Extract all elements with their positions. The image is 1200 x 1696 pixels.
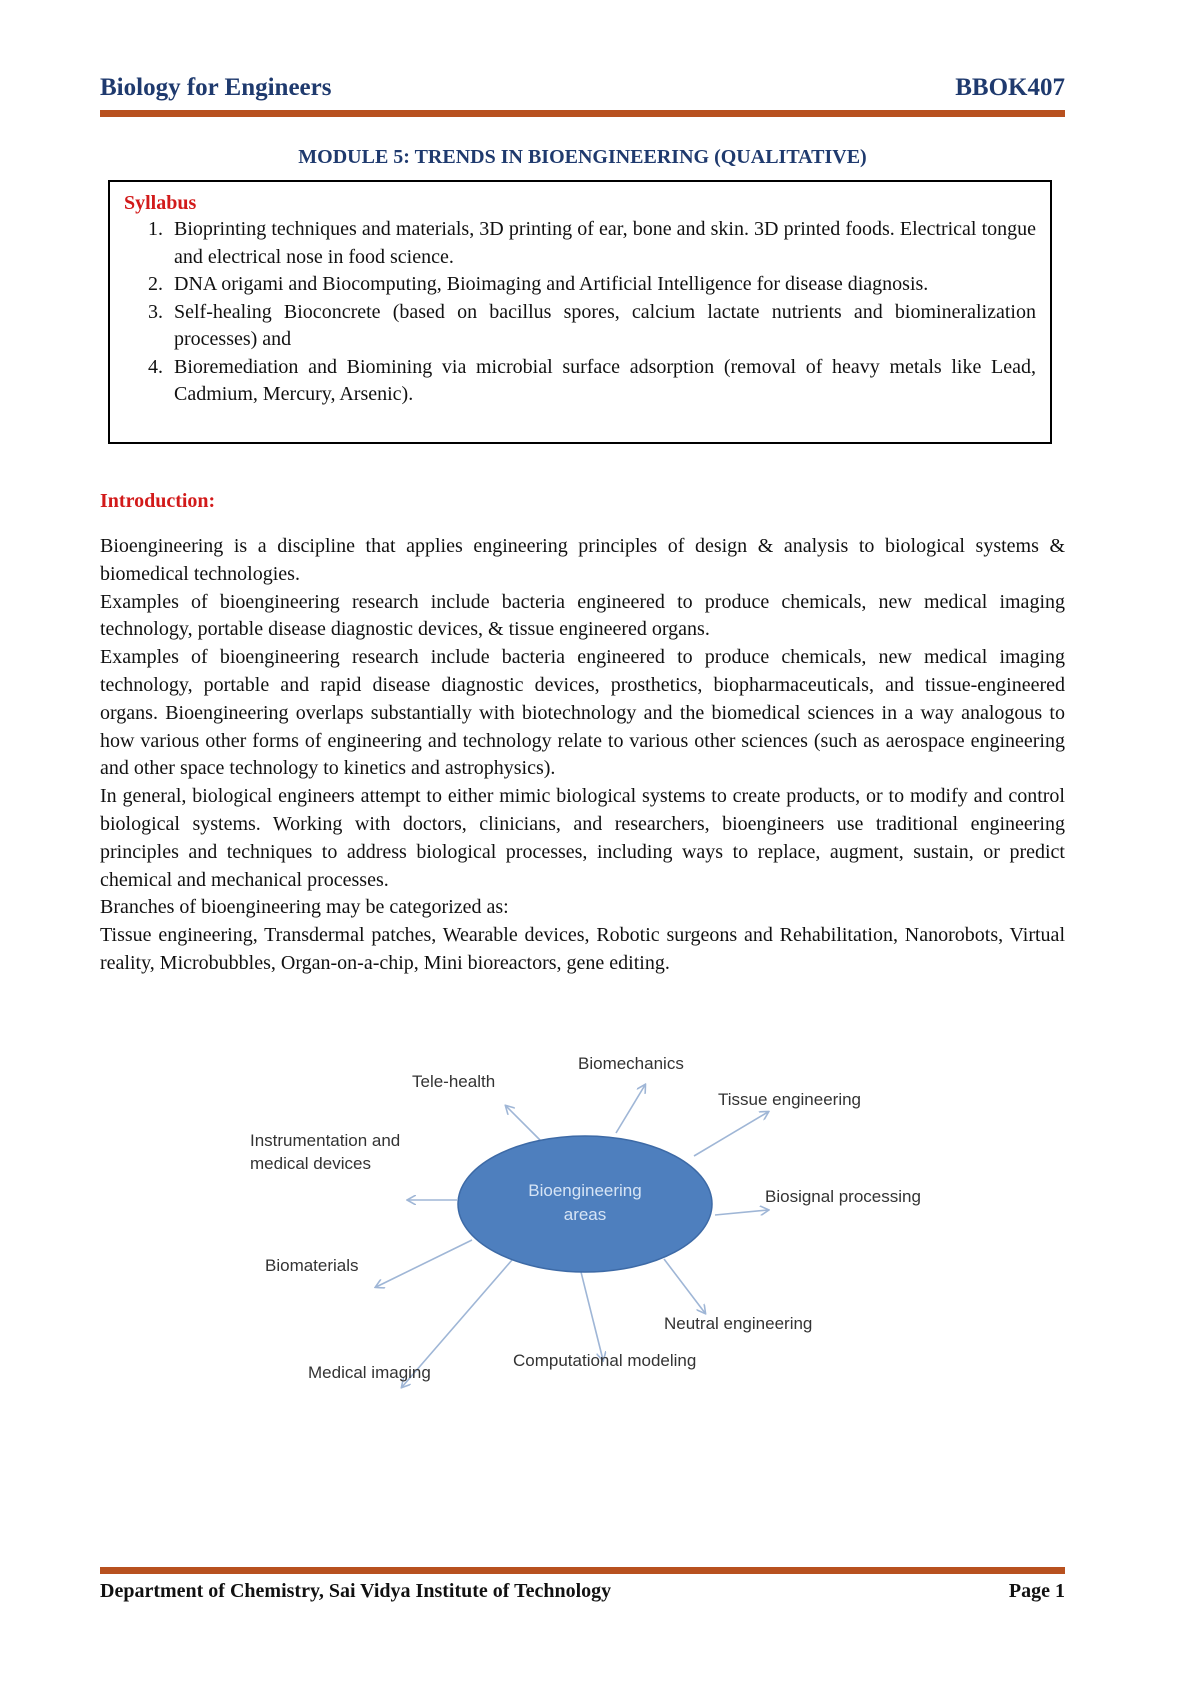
arrow-tissue-engineering (694, 1112, 768, 1156)
arrow-biosignal (715, 1210, 768, 1215)
paragraph: Tissue engineering, Transdermal patches, Wearable devices, Robotic surgeons and Rehabilitation, Nanorobots, Virtual reality, Microbubbles, Organ-on-a-chip, Mini bioreactors, gene editing. (100, 924, 1065, 974)
paragraph: In general, biological engineers attempt to either mimic biological systems to create products, or to modify and control biological systems. Working with doctors, clinicians, and researchers, bioengineers use traditional engineering principles and techniques to address biological processes, including ways to replace, augment, sustain, or predict chemical and mechanical processes. (100, 785, 1065, 891)
node-tele-health: Tele-health (412, 1072, 496, 1091)
syllabus-item: 1. Bioprinting techniques and materials, 3D printing of ear, bone and skin. 3D printed foods. Electrical tongue and electrical nose in food science. (168, 216, 1036, 271)
node-instrumentation-line2: medical devices (250, 1154, 371, 1173)
bioengineering-areas-diagram (240, 1054, 960, 1430)
header-rule (100, 110, 1065, 117)
node-computational-modeling: Computational modeling (513, 1351, 697, 1370)
course-code: BBOK407 (955, 74, 1065, 101)
footer-rule (100, 1567, 1065, 1574)
arrow-biomaterials (376, 1240, 472, 1287)
paragraph: Examples of bioengineering research include bacteria engineered to produce chemicals, new medical imaging technology, portable disease diagnostic devices, & tissue engineered organs. (100, 590, 1065, 641)
syllabus-item: 4. Bioremediation and Biomining via microbial surface adsorption (removal of heavy metals like Lead, Cadmium, Mercury, Arsenic). (168, 354, 1036, 409)
node-biomechanics: Biomechanics (578, 1054, 684, 1073)
paragraph: Bioengineering is a discipline that applies engineering principles of design & analysis to biological systems & biomedical technologies. (100, 535, 1065, 585)
footer-department: Department of Chemistry, Sai Vidya Institute of Technology (100, 1580, 612, 1602)
header-title: Biology for Engineers (100, 74, 332, 101)
arrow-tele-health (506, 1106, 540, 1140)
introduction-heading: Introduction: (100, 490, 216, 512)
syllabus-item: 3. Self-healing Bioconcrete (based on bacillus spores, calcium lactate nutrients and biomineralization processes) and (168, 299, 1036, 354)
arrow-neutral-engineering (664, 1259, 705, 1313)
syllabus-item: 2. DNA origami and Biocomputing, Bioimaging and Artificial Intelligence for disease diagnosis. (168, 271, 1036, 299)
center-label-line2: areas (563, 1205, 607, 1224)
syllabus-list (124, 216, 1036, 409)
page-footer (100, 1577, 1065, 1607)
arrow-computational-modeling (580, 1268, 603, 1360)
node-medical-imaging: Medical imaging (308, 1363, 431, 1382)
node-neutral-engineering: Neutral engineering (664, 1314, 813, 1333)
syllabus-heading: Syllabus (124, 192, 197, 214)
paragraph: Examples of bioengineering research include bacteria engineered to produce chemicals, new medical imaging technology, portable and rapid disease diagnostic devices, prosthetics, biopharmaceuticals, and tissue-engineered organs. Bioengineering overlaps substantially with biotechnology and the biomedical sciences in a way analogous to how various other forms of engineering and technology relate to various other sciences (such as aerospace engineering and other space technology to kinetics and astrophysics). (100, 646, 1065, 780)
page-header (100, 70, 1065, 106)
paragraph: Branches of bioengineering may be categorized as: (100, 896, 509, 919)
arrow-biomechanics (616, 1085, 645, 1133)
introduction-body (100, 533, 1065, 978)
page-number: Page 1 (1008, 1580, 1065, 1602)
syllabus-box (108, 180, 1052, 444)
center-ellipse (458, 1136, 712, 1272)
node-biomaterials: Biomaterials (265, 1256, 359, 1275)
node-instrumentation-line1: Instrumentation and (250, 1131, 401, 1150)
node-tissue-engineering: Tissue engineering (718, 1090, 862, 1109)
node-biosignal-processing: Biosignal processing (765, 1187, 921, 1206)
center-label-line1: Bioengineering (528, 1181, 642, 1200)
module-title: MODULE 5: TRENDS IN BIOENGINEERING (QUALITATIVE) (298, 146, 867, 168)
